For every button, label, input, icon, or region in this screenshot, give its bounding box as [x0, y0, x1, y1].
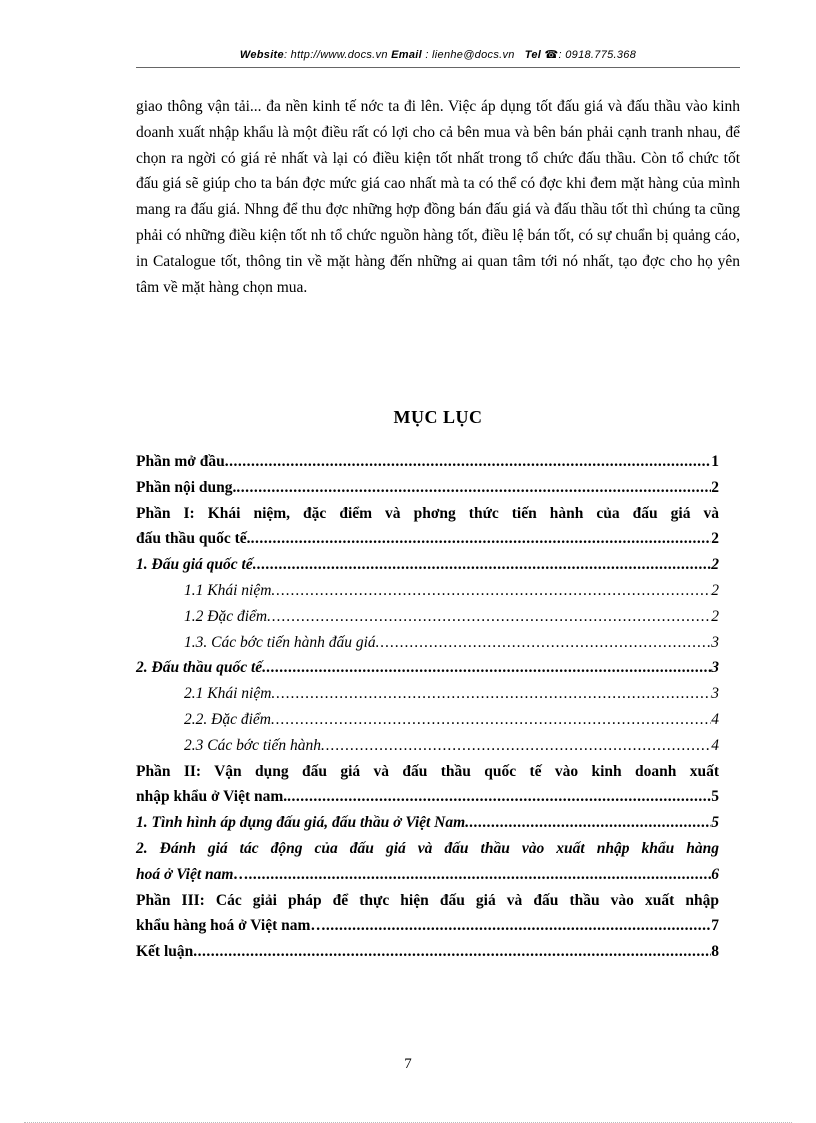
toc-entry-label: Phần mở đầu [136, 453, 225, 470]
toc-leader [262, 655, 711, 681]
toc-entry-label-line2: nhập khẩu ở Việt nam. [136, 788, 288, 806]
toc-page-number: 6 [711, 865, 719, 883]
toc-page-number: 2 [711, 478, 719, 496]
toc-entry-2[interactable] [136, 655, 719, 681]
toc-title: MỤC LỤC [393, 407, 483, 427]
toc-leader [271, 578, 711, 604]
toc-entry-1-2[interactable] [136, 604, 719, 630]
toc-page-number: 3 [711, 659, 719, 677]
toc-page-number: 8 [711, 943, 719, 961]
toc-page-number: 2 [711, 607, 719, 625]
toc-page-number: 1 [711, 453, 719, 470]
toc-entry-1-1[interactable] [136, 578, 719, 604]
email-value[interactable]: : lienhe@docs.vn [421, 49, 515, 61]
toc-page-number: 3 [711, 685, 719, 703]
toc-entry-1-3[interactable] [136, 630, 719, 656]
toc-entry-2-3[interactable] [136, 733, 719, 759]
toc-leader [321, 733, 711, 759]
website-value[interactable]: : http://www.docs.vn [283, 49, 388, 61]
page-number: 7 [404, 1056, 412, 1072]
toc-entry-label: 1.3. Các bớc tiến hành đấu giá [184, 633, 376, 651]
toc-page-number: 5 [711, 814, 719, 832]
toc-entry-label: 2.3 Các bớc tiến hành [184, 736, 321, 754]
toc-page-number: 4 [711, 710, 719, 728]
toc-leader [267, 604, 711, 630]
toc-leader [251, 526, 712, 552]
toc-entry-label: 2.2. Đặc điểm [184, 710, 271, 728]
toc-leader [225, 449, 712, 475]
toc-entry-part2-2[interactable] [136, 836, 719, 888]
toc-entry-2-1[interactable] [136, 681, 719, 707]
toc-page-number: 5 [711, 788, 719, 806]
toc-entry-label: 2.1 Khái niệm [184, 685, 272, 703]
toc-leader [249, 862, 711, 888]
toc-entry-label: 1. Đấu giá quốc tế [136, 556, 253, 574]
toc-entry-part-1[interactable] [136, 501, 719, 553]
toc-entry-content[interactable] [136, 475, 719, 501]
toc-page-number: 3 [711, 633, 719, 651]
page-header [136, 48, 740, 61]
toc-leader [193, 939, 711, 965]
toc-entry-label: 1.1 Khái niệm [184, 581, 272, 599]
toc-entry-label-line1: Phần II: Vận dụng đấu giá và đấu thầu quốc tế vào kinh doanh xuất [136, 762, 719, 780]
toc-entry-part-2[interactable] [136, 759, 719, 811]
toc-page-number: 2 [711, 581, 719, 599]
website-label: Website [239, 49, 284, 61]
tel-value: : 0918.775.368 [558, 49, 637, 61]
toc-entry-label-line1: Phần I: Khái niệm, đặc điểm và phơng thức tiến hành của đấu giá và [136, 504, 719, 522]
table-of-contents [136, 449, 719, 965]
toc-entry-label-line2: đấu thầu quốc tế. [136, 530, 251, 548]
header-divider [136, 67, 740, 68]
toc-entry-label-line1: Phần III: Các giải pháp để thực hiện đấu giá và đấu thầu vào xuất nhập [136, 891, 719, 909]
toc-entry-label: Kết luận [136, 943, 194, 961]
toc-entry-2-2[interactable] [136, 707, 719, 733]
intro-paragraph: giao thông vận tải... đa nền kinh tế nớc ta đi lên. Việc áp dụng tốt đấu giá và đấu thầu vào kinh doanh xuất nhập khẩu là một điều rất có lợi cho cả bên mua và bên bán phải cạnh tranh nhau, để chọn ra ngời có giá rẻ nhất và lại có điều kiện tốt nhất trong tổ chức đấu thầu. Còn tổ chức tốt đấu giá sẽ giúp cho ta bán đợc mức giá cao nhất mà ta có thể có đợc khi đem mặt hàng của mình mang ra đấu giá. Nhng để thu đợc những hợp đồng bán đấu giá và đấu thầu tốt thì chúng ta cũng phải có những điều kiện tốt nh tổ chức nguồn hàng tốt, điều lệ bán tốt, có sự chuẩn bị quảng cáo, in Catalogue tốt, thông tin về mặt hàng đến những ai quan tâm tới nó nhất, tạo đợc cho họ yên tâm về mặt hàng chọn mua. [136, 98, 740, 296]
toc-leader [236, 475, 711, 501]
toc-entry-label: 2. Đấu thầu quốc tế [136, 659, 263, 677]
toc-leader [271, 707, 711, 733]
tel-label: Tel [524, 49, 542, 61]
toc-leader [465, 810, 711, 836]
toc-entry-label-line1: 2. Đánh giá tác động của đấu giá và đấu thầu vào xuất nhập khẩu hàng [136, 839, 719, 857]
toc-entry-1[interactable] [136, 552, 719, 578]
toc-page-number: 2 [711, 556, 719, 574]
toc-entry-label: 1.2 Đặc điểm [184, 607, 268, 625]
toc-leader [376, 630, 712, 656]
toc-leader [271, 681, 711, 707]
toc-entry-label-line2: khẩu hàng hoá ở Việt nam… [136, 917, 326, 935]
toc-entry-label-line2: hoá ở Việt nam… [136, 865, 249, 883]
phone-icon: ☎ [544, 49, 559, 61]
toc-page-number: 4 [711, 736, 719, 754]
toc-entry-intro[interactable] [136, 449, 719, 475]
email-label: Email [391, 49, 422, 61]
toc-entry-conclusion[interactable] [136, 939, 719, 965]
toc-entry-label: Phần nội dung. [136, 478, 237, 496]
toc-leader [253, 552, 712, 578]
toc-entry-part-3[interactable] [136, 888, 719, 940]
toc-page-number: 7 [711, 917, 719, 935]
toc-page-number: 2 [711, 530, 719, 548]
toc-entry-label: 1. Tình hình áp dụng đấu giá, đấu thầu ở Việt Nam [136, 814, 466, 832]
toc-leader [326, 913, 711, 939]
toc-leader [287, 784, 711, 810]
toc-entry-part2-1[interactable] [136, 810, 719, 836]
